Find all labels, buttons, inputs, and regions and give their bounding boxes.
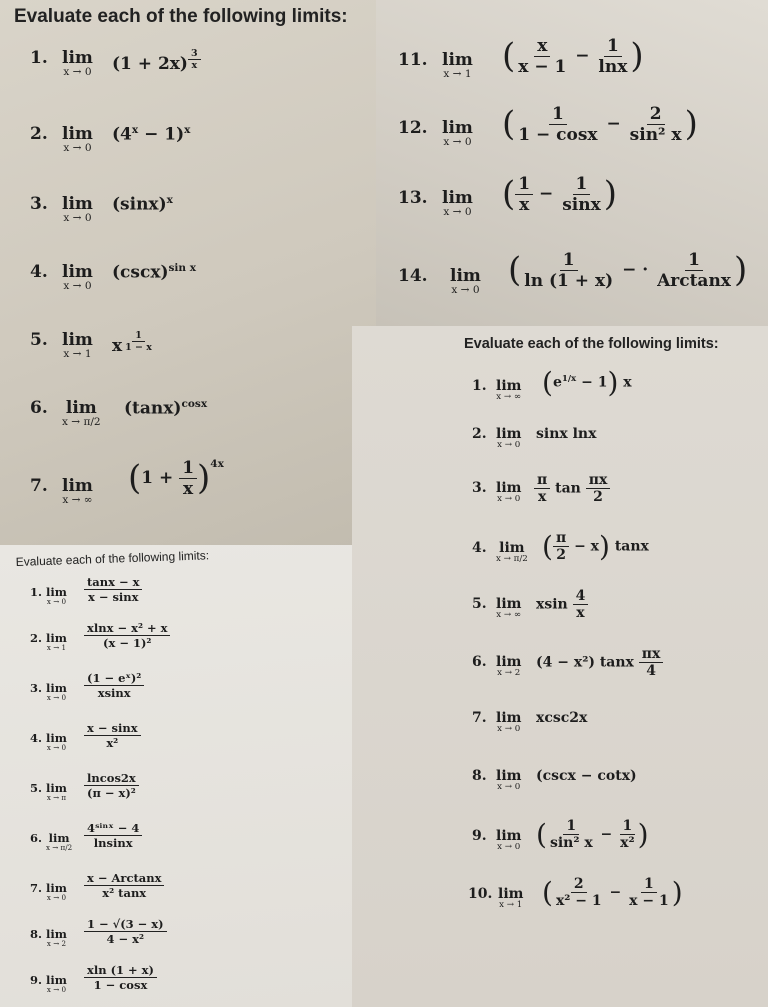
problem-c-4: 4. lim x → π/2 ( $\frac{\pi}{2}$ − x) tanx	[472, 529, 649, 564]
problem-a-5: 5. lim x → 1 x $^{\frac{1}{1 - x}}$	[30, 330, 152, 360]
problem-a-6: 6. lim x → π/2 $(\tan x)^{cosx}$	[30, 398, 208, 428]
problem-c-9: 9. lim x → 0 ( $\frac{1}{\text{sin² x}}$ − $\frac{1}{\text{x²}}$ )	[472, 817, 649, 852]
problem-d-3: 3. lim x → 0 $\frac{\text{(1 − eˣ)²}}{xsinx}$	[30, 671, 330, 711]
problem-d-6: 6. lim x → π/2 $\frac{\text{4ˢⁱⁿˣ − 4}}{lnsinx}$	[30, 821, 330, 861]
problem-d-4: 4. lim x → 0 $\frac{x - \sin x}{\text{x²}}$	[30, 721, 330, 761]
problem-d-7: 7. lim x → 0 $\frac{\text{x − Arctanx}}{\text{x² tanx}}$	[30, 871, 330, 911]
problem-d-2: 2. lim x → 1 $\frac{\text{xlnx − x² + x}}{\text{(x − 1)²}}$	[30, 621, 330, 661]
worksheet-photo-c	[352, 326, 768, 1007]
problem-number: 1.	[30, 48, 48, 68]
problem-c-8: 8. lim x → 0 (cscx − cotx)	[472, 768, 637, 792]
problem-d-8: 8. lim x → 2 $\frac{1 - √(3 - x)}{\text{4 − x²}}$	[30, 917, 330, 957]
problem-d-1: 1. lim x → 0 $\frac{\tan x - x}{x - \sin x}$	[30, 575, 330, 615]
problem-d-9: 9. lim x → 0 $\frac{xln (1 + x)}{1 - \cos x}$	[30, 963, 330, 1003]
problem-c-1: 1. lim x → ∞ $(e^{1/x} - 1)$ x	[472, 366, 632, 402]
problem-b-12: 12. lim x → 0 ( $\frac{1}{1 - \cos x}$ − $\frac{2}{\text{sin² x}}$ )	[398, 104, 698, 148]
problem-b-11: 11. lim x → 1 ( $\frac{x}{x - 1}$ − $\frac{1}{\ln x}$ )	[398, 36, 644, 80]
problem-a-7: 7. lim x → ∞ (1 + $\frac{1}{x}$ )$^{4x}$	[30, 458, 224, 506]
problem-a-1: 1. lim x → 0 (1 + 2x) $^{\frac{3}{x}}$	[30, 48, 330, 96]
panel-a-heading: Evaluate each of the following limits:	[14, 6, 348, 27]
problem-c-10: 10. lim x → 1 ( $\frac{2}{\text{x² − 1}}$ − $\frac{1}{x - 1}$ )	[468, 875, 683, 910]
problem-c-6: 6. lim x → 2 (4 − x²) tanx $\frac{\pi x}{4}$	[472, 648, 762, 694]
panel-d-heading: Evaluate each of the following limits:	[15, 548, 210, 569]
problem-a-2: 2. lim x → 0 $(4^x - 1)^x$	[30, 124, 191, 154]
problem-c-7: 7. lim x → 0 xcsc2x	[472, 710, 588, 734]
problem-b-14: 14. lim x → 0 ( $\frac{1}{\ln (1 + x)}$ − · $\frac{1}{\text{Arctanx}}$ )	[398, 250, 748, 296]
worksheet-photo-a	[0, 0, 376, 545]
problem-d-5: 5. lim x → π $\frac{lncos2x}{\text{(π − x)²}}$	[30, 771, 330, 811]
problem-c-3: 3. lim x → 0 $\frac{\pi}{x}$ tan $\frac{\pi x}{2}$	[472, 474, 752, 520]
problem-a-3: 3. lim x → 0 $(\sin x)^x$	[30, 194, 173, 224]
problem-a-4: 4. lim x → 0 $(\csc x)^{sin x}$	[30, 262, 197, 292]
worksheet-photo-d	[0, 545, 352, 1007]
problem-c-2: 2. lim x → 0 sinx lnx	[472, 426, 597, 450]
problem-b-13: 13. lim x → 0 ( $\frac{1}{x}$ − $\frac{1}{\sin x}$ )	[398, 174, 617, 218]
worksheet-photo-b	[376, 0, 768, 326]
problem-c-5: 5. lim x → ∞ xsin $\frac{4}{x}$	[472, 590, 752, 636]
panel-c-heading: Evaluate each of the following limits:	[464, 336, 719, 352]
